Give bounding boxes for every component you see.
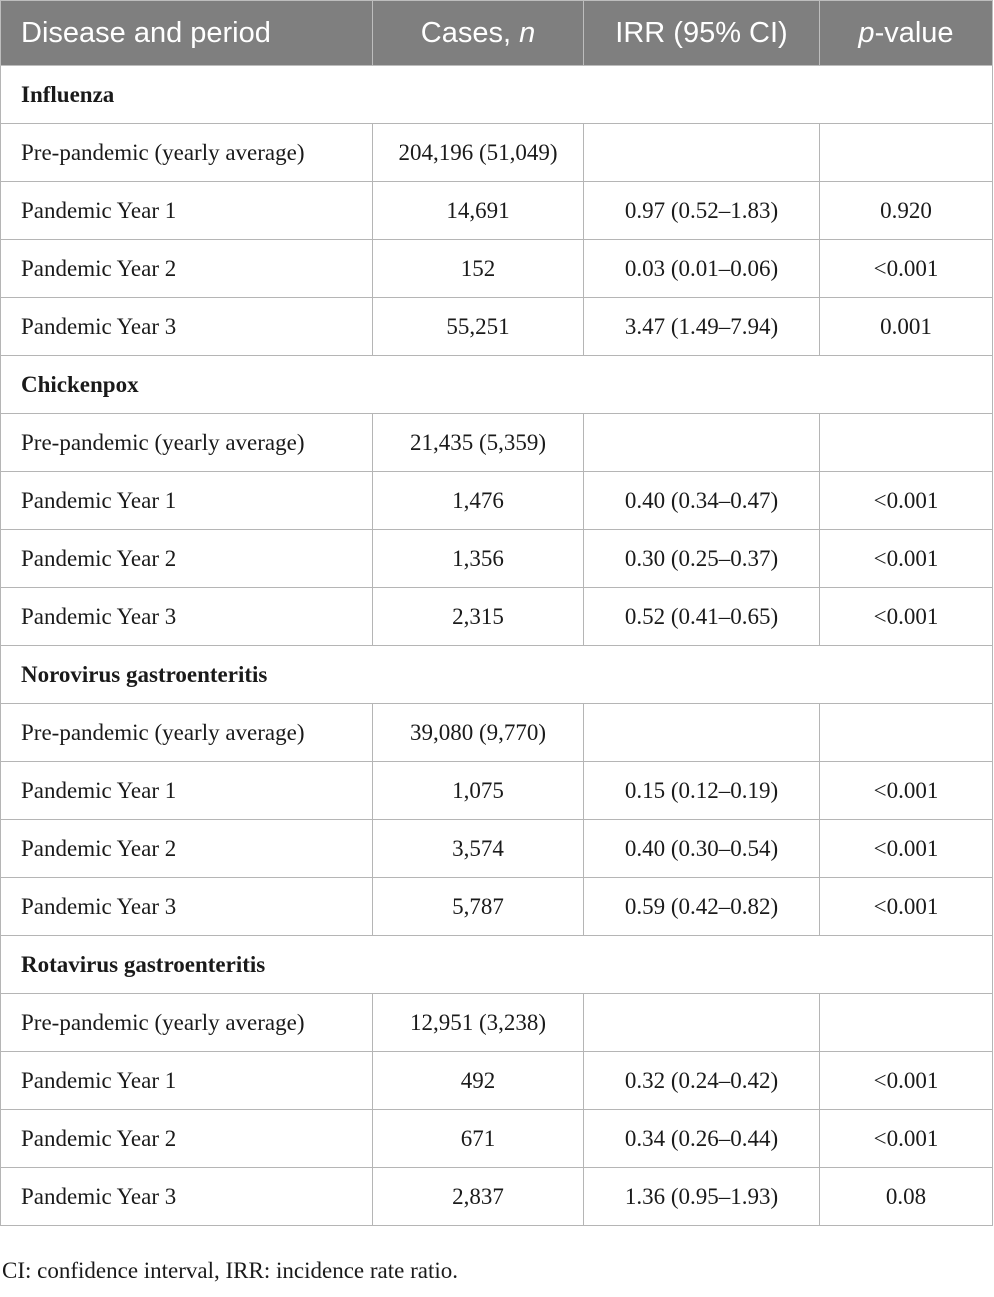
cases-cell: 1,476 [373,472,584,530]
irr-cell: 0.40 (0.34–0.47) [584,472,820,530]
cases-cell: 2,315 [373,588,584,646]
p-value-cell: 0.920 [820,182,993,240]
p-value-cell: <0.001 [820,878,993,936]
irr-cell: 0.34 (0.26–0.44) [584,1110,820,1168]
group-name: Influenza [1,66,993,124]
p-value-cell: <0.001 [820,240,993,298]
period-cell: Pandemic Year 3 [1,588,373,646]
header-p-value [820,1,993,66]
period-cell: Pre-pandemic (yearly average) [1,124,373,182]
table-row [1,182,993,240]
table-row [1,298,993,356]
header-cases-n: n [519,16,536,49]
group-name: Norovirus gastroenteritis [1,646,993,704]
p-value-cell [820,124,993,182]
irr-cell: 0.97 (0.52–1.83) [584,182,820,240]
period-cell: Pandemic Year 1 [1,182,373,240]
cases-cell: 12,951 (3,238) [373,994,584,1052]
cases-cell: 492 [373,1052,584,1110]
p-value-cell [820,414,993,472]
irr-cell: 1.36 (0.95–1.93) [584,1168,820,1226]
table-row [1,762,993,820]
table-row [1,240,993,298]
irr-cell: 3.47 (1.49–7.94) [584,298,820,356]
cases-cell: 152 [373,240,584,298]
group-row [1,66,993,124]
period-cell: Pandemic Year 2 [1,240,373,298]
p-value-cell: 0.001 [820,298,993,356]
irr-cell: 0.30 (0.25–0.37) [584,530,820,588]
header-disease-period: Disease and period [1,1,373,66]
irr-cell: 0.03 (0.01–0.06) [584,240,820,298]
table-row [1,1168,993,1226]
p-value-cell: <0.001 [820,1052,993,1110]
period-cell: Pandemic Year 1 [1,762,373,820]
irr-cell: 0.15 (0.12–0.19) [584,762,820,820]
irr-cell: 0.52 (0.41–0.65) [584,588,820,646]
p-value-cell [820,704,993,762]
group-row [1,646,993,704]
table-row [1,1110,993,1168]
table-header [1,1,993,66]
period-cell: Pandemic Year 1 [1,1052,373,1110]
cases-cell: 1,356 [373,530,584,588]
irr-cell: 0.32 (0.24–0.42) [584,1052,820,1110]
cases-cell: 2,837 [373,1168,584,1226]
table-row [1,414,993,472]
irr-cell: 0.59 (0.42–0.82) [584,878,820,936]
irr-cell: 0.40 (0.30–0.54) [584,820,820,878]
table-body [1,66,993,1226]
table-row [1,820,993,878]
p-value-cell: <0.001 [820,588,993,646]
header-irr: IRR (95% CI) [584,1,820,66]
cases-cell: 204,196 (51,049) [373,124,584,182]
group-name: Rotavirus gastroenteritis [1,936,993,994]
cases-cell: 39,080 (9,770) [373,704,584,762]
irr-cell [584,704,820,762]
table-row [1,1052,993,1110]
cases-cell: 5,787 [373,878,584,936]
table-row [1,530,993,588]
header-p-text: -value [874,16,954,49]
period-cell: Pandemic Year 2 [1,530,373,588]
header-cases [373,1,584,66]
period-cell: Pandemic Year 2 [1,820,373,878]
p-value-cell: <0.001 [820,472,993,530]
table-row [1,878,993,936]
irr-cell [584,414,820,472]
period-cell: Pandemic Year 1 [1,472,373,530]
table-row [1,472,993,530]
period-cell: Pre-pandemic (yearly average) [1,414,373,472]
table-footnote: CI: confidence interval, IRR: incidence rate ratio. [2,1258,458,1283]
period-cell: Pre-pandemic (yearly average) [1,704,373,762]
period-cell: Pre-pandemic (yearly average) [1,994,373,1052]
table-row [1,994,993,1052]
irr-cell [584,994,820,1052]
irr-cell [584,124,820,182]
p-value-cell: 0.08 [820,1168,993,1226]
header-row [1,1,993,66]
header-p-italic: p [858,16,875,49]
cases-cell: 3,574 [373,820,584,878]
table-row [1,704,993,762]
p-value-cell: <0.001 [820,820,993,878]
cases-cell: 1,075 [373,762,584,820]
period-cell: Pandemic Year 2 [1,1110,373,1168]
group-row [1,936,993,994]
p-value-cell [820,994,993,1052]
period-cell: Pandemic Year 3 [1,878,373,936]
group-name: Chickenpox [1,356,993,414]
period-cell: Pandemic Year 3 [1,1168,373,1226]
group-row [1,356,993,414]
period-cell: Pandemic Year 3 [1,298,373,356]
p-value-cell: <0.001 [820,1110,993,1168]
table-row [1,588,993,646]
cases-cell: 21,435 (5,359) [373,414,584,472]
cases-cell: 671 [373,1110,584,1168]
table-row [1,124,993,182]
cases-cell: 14,691 [373,182,584,240]
cases-cell: 55,251 [373,298,584,356]
p-value-cell: <0.001 [820,762,993,820]
p-value-cell: <0.001 [820,530,993,588]
header-cases-text: Cases, [420,16,520,49]
